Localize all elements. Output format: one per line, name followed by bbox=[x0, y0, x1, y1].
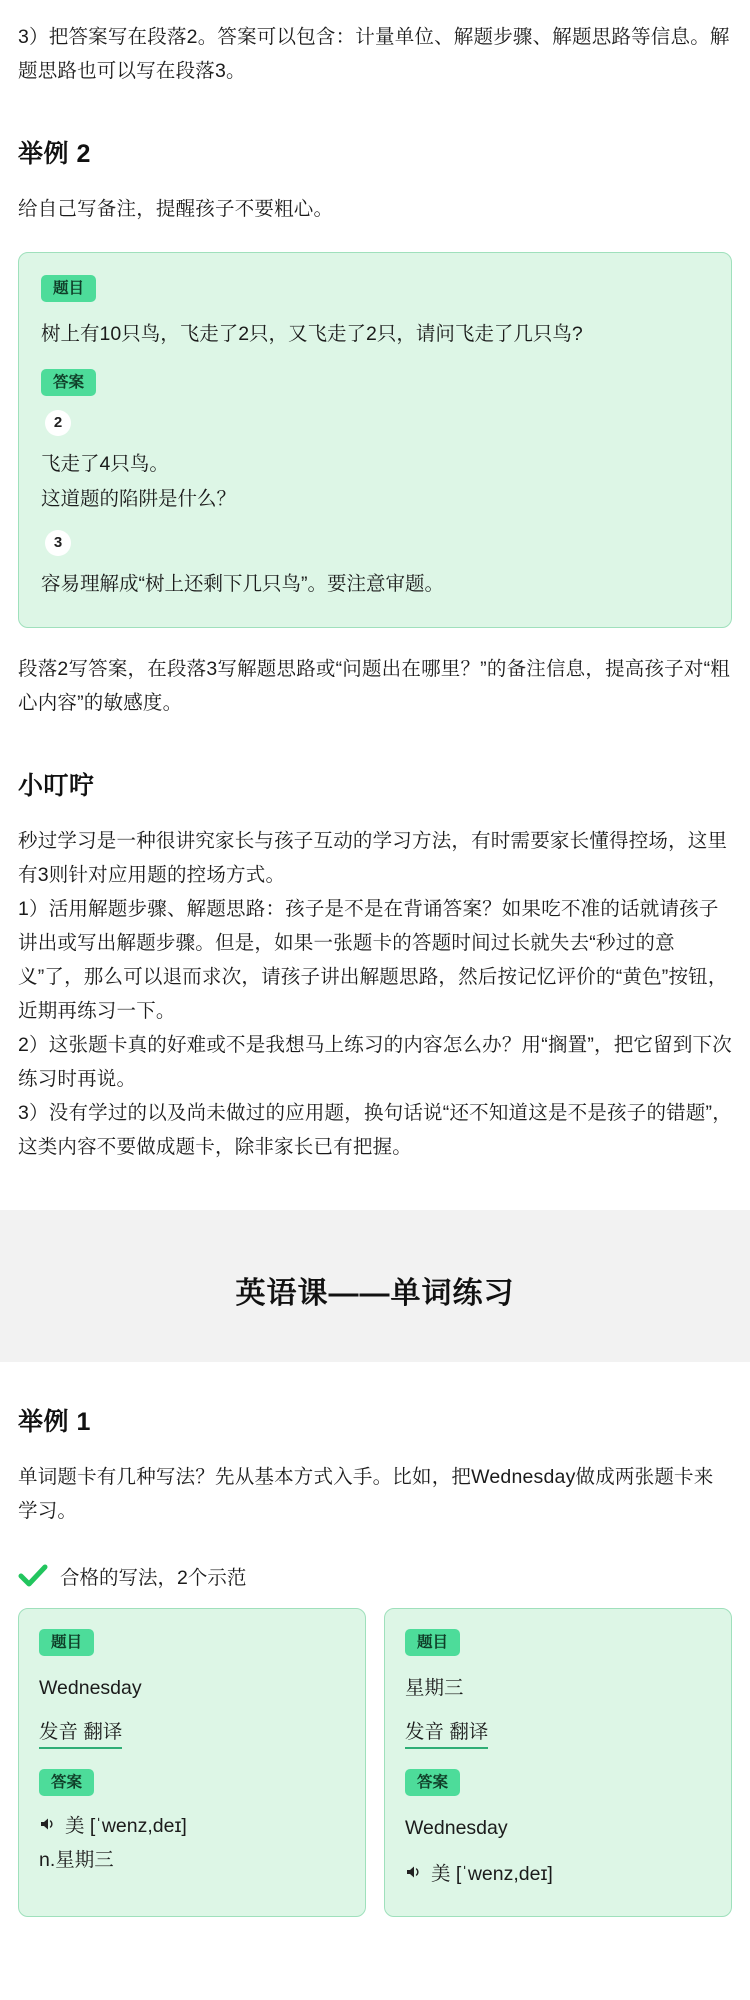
english-section-banner bbox=[0, 1210, 750, 1362]
qualified-writing-row bbox=[18, 1562, 732, 1590]
example-2-intro: 给自己写备注，提醒孩子不要粗心。 bbox=[18, 198, 334, 220]
english-card-1 bbox=[18, 1608, 366, 1917]
question-tag: 题目 bbox=[39, 1629, 94, 1656]
top-item-3: 3）把答案写在段落2。答案可以包含：计量单位、解题步骤、解题思路等信息。解题思路也可以写在段落3。 bbox=[18, 26, 730, 82]
pron-translate-label: 发音 翻译 bbox=[39, 1716, 122, 1749]
check-icon bbox=[18, 1563, 48, 1589]
answer-line-2: 这道题的陷阱是什么？ bbox=[41, 488, 237, 511]
qualified-writing-label: 合格的写法，2个示范 bbox=[60, 1567, 247, 1590]
answer-tag: 答案 bbox=[41, 369, 96, 396]
english-example-section bbox=[0, 1362, 750, 1917]
tips-item-1: 1）活用解题步骤、解题思路：孩子是不是在背诵答案？如果吃不准的话就请孩子讲出或写出解题步骤。但是，如果一张题卡的答题时间过长就失去“秒过的意义”了，那么可以退而求次，请孩子讲出解题思路，然后按记忆评价的“黄色”按钮，近期再练习一下。 bbox=[18, 898, 728, 1023]
partial-cut-line bbox=[18, 2, 732, 16]
example-2-section bbox=[0, 134, 750, 720]
question-text: 树上有10只鸟，飞走了2只，又飞走了2只，请问飞走了几只鸟? bbox=[41, 323, 583, 346]
pronunciation-text: 美 [ˈwenz,deɪ] bbox=[65, 1815, 187, 1838]
tips-item-2: 2）这张题卡真的好难或不是我想马上练习的内容怎么办？用“搁置”，把它留到下次练习时再说。 bbox=[18, 1034, 732, 1091]
example-2-heading: 举例 2 bbox=[18, 140, 91, 168]
english-card-2 bbox=[384, 1608, 732, 1917]
english-example-1-heading: 举例 1 bbox=[18, 1408, 91, 1437]
paragraph-number-2: 2 bbox=[45, 410, 71, 436]
tips-heading: 小叮咛 bbox=[18, 772, 95, 801]
answer-line-3: 容易理解成“树上还剩下几只鸟”。要注意审题。 bbox=[41, 573, 444, 596]
pronunciation-row bbox=[405, 1858, 711, 1886]
answer-tag: 答案 bbox=[39, 1769, 94, 1796]
pron-translate-label: 发音 翻译 bbox=[405, 1716, 488, 1749]
question-tag: 题目 bbox=[41, 275, 96, 302]
tips-intro: 秒过学习是一种很讲究家长与孩子互动的学习方法，有时需要家长懂得控场，这里有3则针对应用题的控场方式。 bbox=[18, 830, 728, 887]
example-2-card bbox=[18, 252, 732, 628]
tips-section bbox=[0, 766, 750, 1164]
tips-item-3: 3）没有学过的以及尚未做过的应用题，换句话说“还不知道这是不是孩子的错题”，这类内容不要做成题卡，除非家长已有把握。 bbox=[18, 1102, 732, 1159]
question-word: Wednesday bbox=[39, 1677, 142, 1700]
pronunciation-text: 美 [ˈwenz,deɪ] bbox=[431, 1863, 553, 1886]
question-tag: 题目 bbox=[405, 1629, 460, 1656]
question-word: 星期三 bbox=[405, 1677, 464, 1700]
english-example-1-intro: 单词题卡有几种写法？先从基本方式入手。比如，把Wednesday做成两张题卡来学习。 bbox=[18, 1466, 714, 1523]
answer-tag: 答案 bbox=[405, 1769, 460, 1796]
document-page bbox=[0, 2, 750, 1917]
pronunciation-row bbox=[39, 1810, 345, 1838]
paragraph-number-3: 3 bbox=[45, 530, 71, 556]
top-section bbox=[0, 2, 750, 88]
english-section-title: 英语课——单词练习 bbox=[235, 1277, 515, 1311]
answer-word: Wednesday bbox=[405, 1817, 508, 1840]
example-2-summary: 段落2写答案，在段落3写解题思路或“问题出在哪里？”的备注信息，提高孩子对“粗心内容”的敏感度。 bbox=[18, 658, 730, 715]
english-cards-row bbox=[18, 1608, 732, 1917]
answer-line-1: 飞走了4只鸟。 bbox=[41, 453, 169, 476]
speaker-icon[interactable] bbox=[39, 1815, 57, 1833]
part-of-speech-line: n.星期三 bbox=[39, 1849, 114, 1872]
speaker-icon[interactable] bbox=[405, 1863, 423, 1881]
